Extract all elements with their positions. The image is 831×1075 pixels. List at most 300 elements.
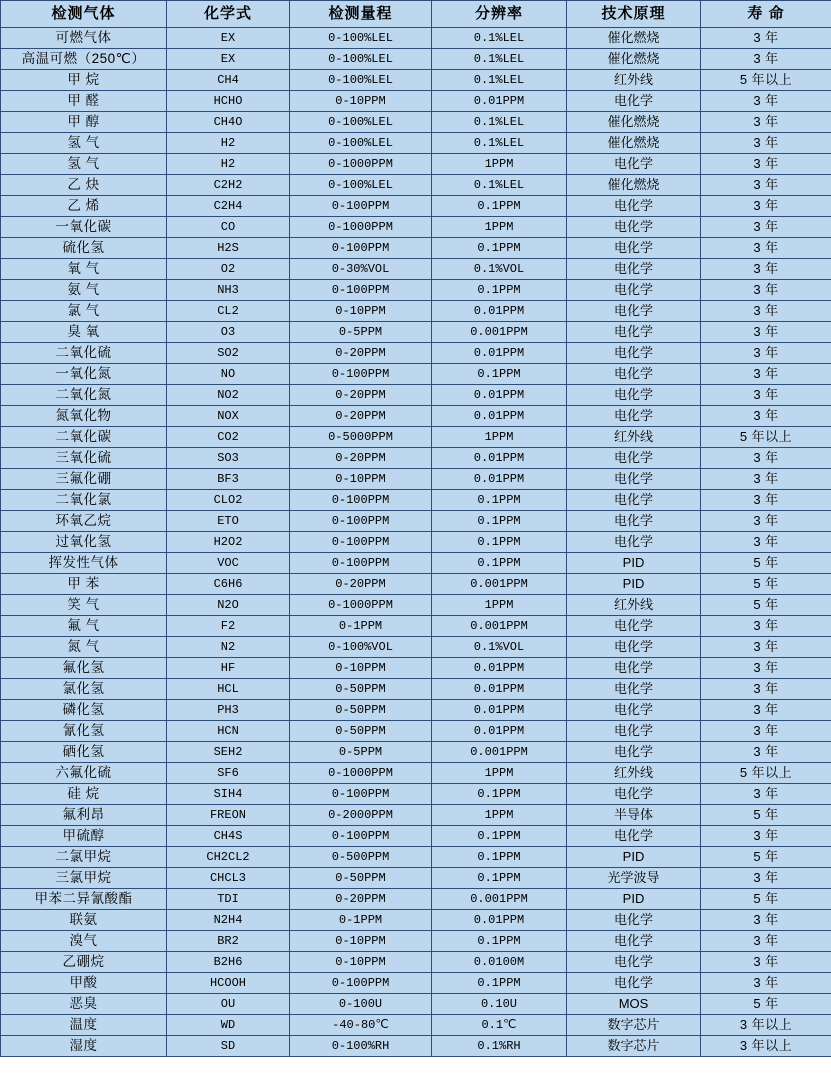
cell-range: 0-500PPM (290, 847, 432, 868)
table-row (1, 364, 831, 385)
cell-lifetime: 3 年 (701, 217, 831, 238)
cell-resolution: 0.1%VOL (432, 637, 567, 658)
cell-gas: 乙 炔 (1, 175, 167, 196)
cell-principle: 电化学 (567, 343, 701, 364)
cell-gas: 二氧化氮 (1, 385, 167, 406)
cell-formula: H2O2 (167, 532, 290, 553)
table-row (1, 385, 831, 406)
cell-resolution: 1PPM (432, 217, 567, 238)
cell-formula: CO2 (167, 427, 290, 448)
cell-principle: 电化学 (567, 637, 701, 658)
table-row (1, 70, 831, 91)
cell-principle: 电化学 (567, 259, 701, 280)
cell-formula: HCL (167, 679, 290, 700)
table-row (1, 952, 831, 973)
table-row (1, 322, 831, 343)
cell-resolution: 0.1PPM (432, 238, 567, 259)
table-row (1, 490, 831, 511)
cell-lifetime: 3 年 (701, 931, 831, 952)
cell-gas: 挥发性气体 (1, 553, 167, 574)
cell-principle: 电化学 (567, 532, 701, 553)
cell-gas: 氰化氢 (1, 721, 167, 742)
cell-gas: 硒化氢 (1, 742, 167, 763)
cell-gas: 甲苯二异氰酸酯 (1, 889, 167, 910)
cell-formula: HCN (167, 721, 290, 742)
cell-resolution: 0.001PPM (432, 322, 567, 343)
table-row (1, 49, 831, 70)
cell-lifetime: 3 年 (701, 469, 831, 490)
cell-lifetime: 3 年 (701, 679, 831, 700)
cell-lifetime: 3 年 (701, 322, 831, 343)
table-row (1, 616, 831, 637)
cell-formula: H2 (167, 133, 290, 154)
table-row (1, 574, 831, 595)
cell-formula: CHCL3 (167, 868, 290, 889)
cell-formula: N2 (167, 637, 290, 658)
cell-formula: BF3 (167, 469, 290, 490)
cell-lifetime: 3 年 (701, 406, 831, 427)
cell-principle: 电化学 (567, 217, 701, 238)
cell-lifetime: 3 年 (701, 490, 831, 511)
cell-range: 0-100PPM (290, 196, 432, 217)
cell-formula: B2H6 (167, 952, 290, 973)
cell-gas: 氨 气 (1, 280, 167, 301)
cell-formula: HF (167, 658, 290, 679)
table-row (1, 847, 831, 868)
cell-lifetime: 3 年 (701, 238, 831, 259)
cell-gas: 氢 气 (1, 133, 167, 154)
cell-gas: 三氯甲烷 (1, 868, 167, 889)
cell-resolution: 1PPM (432, 763, 567, 784)
cell-resolution: 0.1%LEL (432, 112, 567, 133)
table-row (1, 238, 831, 259)
cell-range: 0-100%RH (290, 1036, 432, 1057)
cell-lifetime: 3 年 (701, 700, 831, 721)
cell-formula: NO (167, 364, 290, 385)
cell-lifetime: 3 年 (701, 658, 831, 679)
cell-range: 0-100%LEL (290, 70, 432, 91)
cell-lifetime: 3 年 (701, 154, 831, 175)
cell-principle: 电化学 (567, 700, 701, 721)
cell-lifetime: 3 年以上 (701, 1036, 831, 1057)
cell-range: 0-20PPM (290, 448, 432, 469)
cell-resolution: 0.1PPM (432, 784, 567, 805)
cell-principle: 电化学 (567, 952, 701, 973)
cell-gas: 氯化氢 (1, 679, 167, 700)
cell-gas: 臭 氧 (1, 322, 167, 343)
cell-principle: 电化学 (567, 469, 701, 490)
cell-range: 0-100PPM (290, 364, 432, 385)
cell-gas: 三氧化硫 (1, 448, 167, 469)
cell-resolution: 0.1PPM (432, 931, 567, 952)
cell-formula: VOC (167, 553, 290, 574)
cell-principle: 电化学 (567, 658, 701, 679)
table-row (1, 763, 831, 784)
cell-gas: 硫化氢 (1, 238, 167, 259)
cell-range: -40-80℃ (290, 1015, 432, 1036)
cell-gas: 二氧化氯 (1, 490, 167, 511)
cell-resolution: 0.1PPM (432, 511, 567, 532)
cell-resolution: 0.1%LEL (432, 49, 567, 70)
cell-range: 0-10PPM (290, 952, 432, 973)
cell-formula: CH4 (167, 70, 290, 91)
cell-lifetime: 3 年 (701, 868, 831, 889)
cell-range: 0-10PPM (290, 301, 432, 322)
cell-gas: 可燃气体 (1, 28, 167, 49)
cell-gas: 氯 气 (1, 301, 167, 322)
cell-range: 0-100PPM (290, 280, 432, 301)
cell-formula: EX (167, 28, 290, 49)
table-row (1, 406, 831, 427)
cell-resolution: 0.001PPM (432, 742, 567, 763)
cell-lifetime: 3 年 (701, 532, 831, 553)
cell-lifetime: 3 年 (701, 343, 831, 364)
cell-gas: 磷化氢 (1, 700, 167, 721)
table-body (1, 28, 831, 1057)
table-row (1, 973, 831, 994)
cell-principle: 电化学 (567, 322, 701, 343)
cell-gas: 乙 烯 (1, 196, 167, 217)
cell-range: 0-100PPM (290, 973, 432, 994)
cell-gas: 乙硼烷 (1, 952, 167, 973)
cell-lifetime: 3 年 (701, 196, 831, 217)
cell-lifetime: 3 年 (701, 133, 831, 154)
table-row (1, 280, 831, 301)
cell-range: 0-100%LEL (290, 112, 432, 133)
cell-gas: 温度 (1, 1015, 167, 1036)
cell-lifetime: 3 年 (701, 49, 831, 70)
cell-formula: NH3 (167, 280, 290, 301)
table-row (1, 133, 831, 154)
cell-formula: O3 (167, 322, 290, 343)
cell-gas: 氟 气 (1, 616, 167, 637)
cell-formula: F2 (167, 616, 290, 637)
cell-principle: 电化学 (567, 511, 701, 532)
cell-principle: 电化学 (567, 364, 701, 385)
cell-formula: HCOOH (167, 973, 290, 994)
table-row (1, 91, 831, 112)
cell-gas: 甲酸 (1, 973, 167, 994)
cell-formula: CL2 (167, 301, 290, 322)
cell-formula: WD (167, 1015, 290, 1036)
cell-lifetime: 3 年 (701, 742, 831, 763)
cell-lifetime: 3 年以上 (701, 1015, 831, 1036)
table-row (1, 1036, 831, 1057)
cell-principle: 电化学 (567, 91, 701, 112)
table-row (1, 511, 831, 532)
cell-formula: FREON (167, 805, 290, 826)
cell-principle: 电化学 (567, 406, 701, 427)
cell-lifetime: 3 年 (701, 952, 831, 973)
table-row (1, 637, 831, 658)
cell-lifetime: 3 年 (701, 637, 831, 658)
cell-formula: CH2CL2 (167, 847, 290, 868)
cell-lifetime: 5 年 (701, 574, 831, 595)
cell-principle: 半导体 (567, 805, 701, 826)
table-row (1, 889, 831, 910)
cell-lifetime: 3 年 (701, 721, 831, 742)
cell-gas: 二氧化硫 (1, 343, 167, 364)
cell-resolution: 0.1%LEL (432, 28, 567, 49)
cell-gas: 甲硫醇 (1, 826, 167, 847)
cell-resolution: 0.01PPM (432, 91, 567, 112)
cell-formula: O2 (167, 259, 290, 280)
cell-range: 0-10PPM (290, 469, 432, 490)
cell-principle: 红外线 (567, 763, 701, 784)
cell-range: 0-50PPM (290, 721, 432, 742)
cell-gas: 甲 苯 (1, 574, 167, 595)
cell-resolution: 0.10U (432, 994, 567, 1015)
cell-range: 0-100PPM (290, 238, 432, 259)
cell-formula: SEH2 (167, 742, 290, 763)
column-header-resolution: 分辨率 (432, 1, 567, 28)
cell-resolution: 0.01PPM (432, 658, 567, 679)
cell-resolution: 0.01PPM (432, 343, 567, 364)
table-row (1, 910, 831, 931)
cell-range: 0-100PPM (290, 511, 432, 532)
cell-lifetime: 3 年 (701, 826, 831, 847)
cell-gas: 二氯甲烷 (1, 847, 167, 868)
cell-resolution: 1PPM (432, 154, 567, 175)
cell-formula: ETO (167, 511, 290, 532)
column-header-gas: 检测气体 (1, 1, 167, 28)
cell-gas: 环氧乙烷 (1, 511, 167, 532)
table-row (1, 721, 831, 742)
cell-lifetime: 3 年 (701, 910, 831, 931)
cell-gas: 过氧化氢 (1, 532, 167, 553)
cell-range: 0-50PPM (290, 679, 432, 700)
cell-gas: 高温可燃（250℃） (1, 49, 167, 70)
cell-range: 0-1PPM (290, 910, 432, 931)
cell-principle: 电化学 (567, 616, 701, 637)
cell-formula: N2H4 (167, 910, 290, 931)
cell-principle: 电化学 (567, 154, 701, 175)
cell-range: 0-100%LEL (290, 175, 432, 196)
cell-principle: 电化学 (567, 490, 701, 511)
cell-resolution: 0.01PPM (432, 679, 567, 700)
cell-gas: 三氟化硼 (1, 469, 167, 490)
cell-resolution: 0.01PPM (432, 448, 567, 469)
cell-range: 0-1PPM (290, 616, 432, 637)
cell-formula: SD (167, 1036, 290, 1057)
cell-principle: 电化学 (567, 196, 701, 217)
table-row (1, 196, 831, 217)
cell-resolution: 0.1PPM (432, 826, 567, 847)
cell-resolution: 1PPM (432, 595, 567, 616)
cell-lifetime: 3 年 (701, 973, 831, 994)
cell-lifetime: 5 年 (701, 994, 831, 1015)
cell-principle: 催化燃烧 (567, 28, 701, 49)
cell-principle: 电化学 (567, 448, 701, 469)
table-row (1, 994, 831, 1015)
cell-range: 0-10PPM (290, 931, 432, 952)
cell-gas: 氮 气 (1, 637, 167, 658)
cell-range: 0-5PPM (290, 742, 432, 763)
cell-lifetime: 3 年 (701, 784, 831, 805)
cell-gas: 氮氧化物 (1, 406, 167, 427)
cell-resolution: 1PPM (432, 427, 567, 448)
cell-resolution: 0.001PPM (432, 616, 567, 637)
cell-principle: 电化学 (567, 826, 701, 847)
cell-resolution: 0.1%LEL (432, 175, 567, 196)
cell-resolution: 0.1PPM (432, 280, 567, 301)
cell-gas: 湿度 (1, 1036, 167, 1057)
cell-resolution: 1PPM (432, 805, 567, 826)
cell-lifetime: 3 年 (701, 448, 831, 469)
cell-resolution: 0.1%LEL (432, 133, 567, 154)
cell-gas: 甲 醇 (1, 112, 167, 133)
cell-resolution: 0.1%RH (432, 1036, 567, 1057)
cell-range: 0-50PPM (290, 868, 432, 889)
table-row (1, 700, 831, 721)
cell-lifetime: 3 年 (701, 91, 831, 112)
cell-range: 0-100PPM (290, 826, 432, 847)
cell-formula: H2S (167, 238, 290, 259)
cell-principle: PID (567, 574, 701, 595)
table-row (1, 259, 831, 280)
cell-principle: 红外线 (567, 70, 701, 91)
cell-range: 0-20PPM (290, 574, 432, 595)
cell-lifetime: 5 年 (701, 805, 831, 826)
cell-formula: H2 (167, 154, 290, 175)
column-header-formula: 化学式 (167, 1, 290, 28)
table-row (1, 826, 831, 847)
cell-range: 0-100U (290, 994, 432, 1015)
cell-range: 0-20PPM (290, 406, 432, 427)
cell-range: 0-100%LEL (290, 28, 432, 49)
cell-resolution: 0.1PPM (432, 364, 567, 385)
cell-formula: BR2 (167, 931, 290, 952)
cell-gas: 六氟化硫 (1, 763, 167, 784)
cell-formula: C2H4 (167, 196, 290, 217)
cell-gas: 氟利昂 (1, 805, 167, 826)
table-row (1, 112, 831, 133)
cell-principle: 数字芯片 (567, 1015, 701, 1036)
cell-resolution: 0.1PPM (432, 868, 567, 889)
table-row (1, 679, 831, 700)
cell-range: 0-2000PPM (290, 805, 432, 826)
column-header-range: 检测量程 (290, 1, 432, 28)
cell-resolution: 0.1PPM (432, 847, 567, 868)
cell-resolution: 0.01PPM (432, 721, 567, 742)
cell-range: 0-100PPM (290, 490, 432, 511)
cell-principle: 红外线 (567, 427, 701, 448)
cell-lifetime: 5 年 (701, 847, 831, 868)
cell-principle: MOS (567, 994, 701, 1015)
cell-range: 0-5PPM (290, 322, 432, 343)
cell-range: 0-5000PPM (290, 427, 432, 448)
table-row (1, 154, 831, 175)
cell-formula: TDI (167, 889, 290, 910)
cell-principle: PID (567, 553, 701, 574)
cell-gas: 二氧化碳 (1, 427, 167, 448)
cell-lifetime: 3 年 (701, 259, 831, 280)
cell-lifetime: 3 年 (701, 385, 831, 406)
cell-range: 0-20PPM (290, 889, 432, 910)
table-row (1, 175, 831, 196)
cell-resolution: 0.1%VOL (432, 259, 567, 280)
cell-range: 0-100%LEL (290, 133, 432, 154)
cell-gas: 溴气 (1, 931, 167, 952)
cell-formula: SO3 (167, 448, 290, 469)
table-row (1, 469, 831, 490)
cell-lifetime: 3 年 (701, 364, 831, 385)
cell-gas: 氢 气 (1, 154, 167, 175)
cell-resolution: 0.0100M (432, 952, 567, 973)
cell-principle: 电化学 (567, 973, 701, 994)
cell-formula: OU (167, 994, 290, 1015)
table-row (1, 217, 831, 238)
table-row (1, 1015, 831, 1036)
table-row (1, 553, 831, 574)
cell-lifetime: 5 年以上 (701, 763, 831, 784)
cell-lifetime: 3 年 (701, 28, 831, 49)
cell-resolution: 0.01PPM (432, 700, 567, 721)
cell-principle: 红外线 (567, 595, 701, 616)
cell-formula: C2H2 (167, 175, 290, 196)
cell-gas: 一氧化碳 (1, 217, 167, 238)
cell-principle: 催化燃烧 (567, 112, 701, 133)
cell-principle: 电化学 (567, 280, 701, 301)
cell-gas: 一氧化氮 (1, 364, 167, 385)
cell-formula: SIH4 (167, 784, 290, 805)
cell-formula: N2O (167, 595, 290, 616)
cell-resolution: 0.01PPM (432, 910, 567, 931)
cell-principle: 催化燃烧 (567, 49, 701, 70)
cell-lifetime: 3 年 (701, 616, 831, 637)
cell-gas: 氧 气 (1, 259, 167, 280)
cell-principle: 电化学 (567, 301, 701, 322)
cell-resolution: 0.1PPM (432, 553, 567, 574)
cell-principle: 电化学 (567, 931, 701, 952)
cell-resolution: 0.001PPM (432, 889, 567, 910)
cell-formula: CO (167, 217, 290, 238)
cell-principle: 电化学 (567, 679, 701, 700)
cell-range: 0-1000PPM (290, 763, 432, 784)
cell-principle: 电化学 (567, 784, 701, 805)
cell-formula: NO2 (167, 385, 290, 406)
cell-lifetime: 3 年 (701, 175, 831, 196)
cell-range: 0-30%VOL (290, 259, 432, 280)
table-row (1, 427, 831, 448)
cell-formula: CLO2 (167, 490, 290, 511)
cell-range: 0-100PPM (290, 553, 432, 574)
cell-lifetime: 3 年 (701, 301, 831, 322)
cell-gas: 笑 气 (1, 595, 167, 616)
cell-gas: 硅 烷 (1, 784, 167, 805)
table-row (1, 742, 831, 763)
table-row (1, 595, 831, 616)
cell-resolution: 0.1PPM (432, 490, 567, 511)
cell-range: 0-50PPM (290, 700, 432, 721)
table-row (1, 931, 831, 952)
cell-lifetime: 5 年 (701, 595, 831, 616)
column-header-lifetime: 寿 命 (701, 1, 831, 28)
cell-resolution: 0.01PPM (432, 385, 567, 406)
cell-range: 0-1000PPM (290, 595, 432, 616)
cell-resolution: 0.01PPM (432, 469, 567, 490)
cell-formula: C6H6 (167, 574, 290, 595)
table-row (1, 868, 831, 889)
table-row (1, 343, 831, 364)
cell-lifetime: 5 年以上 (701, 70, 831, 91)
cell-resolution: 0.01PPM (432, 406, 567, 427)
cell-resolution: 0.1PPM (432, 532, 567, 553)
cell-lifetime: 5 年 (701, 553, 831, 574)
cell-range: 0-10PPM (290, 658, 432, 679)
cell-range: 0-20PPM (290, 385, 432, 406)
table-row (1, 301, 831, 322)
